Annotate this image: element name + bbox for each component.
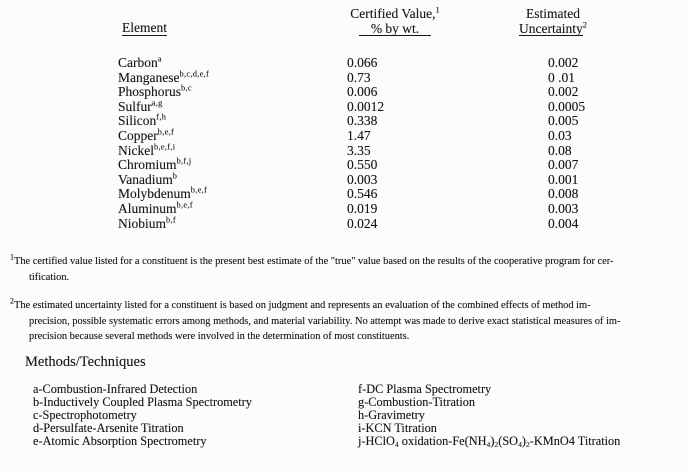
element-footnote-markers: b,e,f bbox=[157, 127, 175, 137]
methods-legend bbox=[33, 383, 688, 448]
methods-heading: Methods/Techniques bbox=[25, 354, 146, 370]
estimated-uncertainty: 0.002 bbox=[548, 55, 579, 70]
element-cell bbox=[118, 144, 347, 159]
table-row bbox=[0, 217, 688, 232]
element-cell bbox=[118, 187, 347, 202]
certified-value: 3.35 bbox=[347, 142, 371, 158]
method-item: e-Atomic Absorption Spectrometry bbox=[33, 433, 207, 448]
footnote-line: precision because several methods were involved in the determination of most constituents. bbox=[29, 331, 410, 342]
element-footnote-markers: b,e,f bbox=[190, 185, 208, 195]
element-footnote-markers: a bbox=[157, 54, 162, 64]
element-cell bbox=[118, 217, 347, 232]
method-item: f-DC Plasma Spectrometry bbox=[358, 382, 492, 396]
element-footnote-markers: b,c,d,e,f bbox=[179, 69, 210, 79]
footnote-number: 2 bbox=[10, 296, 14, 306]
certified-value: 0.73 bbox=[347, 69, 371, 85]
certified-value: 0.003 bbox=[347, 171, 378, 187]
element-name-text: Sulfur bbox=[118, 98, 152, 114]
method-item: b-Inductively Coupled Plasma Spectrometry bbox=[33, 394, 252, 409]
element-footnote-markers: b,e,f,i bbox=[154, 142, 176, 152]
element-name-text: Chromium bbox=[118, 157, 177, 173]
footnote-ref-2: 2 bbox=[582, 20, 587, 29]
certified-value: 0.546 bbox=[347, 186, 378, 202]
element-footnote-markers: a,g bbox=[151, 98, 163, 108]
certified-value: 0.550 bbox=[347, 157, 378, 173]
element-name-text: Vanadium bbox=[118, 171, 173, 187]
certified-value: 0.024 bbox=[347, 215, 378, 231]
footnote-line: tification. bbox=[29, 272, 70, 283]
footnote-line: $^2$The estimated uncertainty listed for a constituent is based on judgment and represents an evaluation of the combined effects of method im- bbox=[10, 296, 591, 311]
method-item: j-HClO$_4$ oxidation-$Fe(NH_4)_2(SO_4)_2-KMnO4$ Titration bbox=[358, 433, 621, 449]
column-header-element-label: Element bbox=[122, 20, 167, 35]
certified-value-header-line2: % by wt. bbox=[330, 22, 460, 37]
estimated-uncertainty: 0.007 bbox=[548, 157, 579, 173]
table-row bbox=[0, 144, 688, 159]
element-footnote-markers: b,f bbox=[166, 215, 176, 225]
element-footnote-markers: b,e,f bbox=[176, 200, 193, 210]
table-body bbox=[0, 56, 688, 231]
element-footnote-markers: b bbox=[172, 171, 178, 181]
element-name-text: Niobium bbox=[118, 215, 167, 231]
certified-value-header-line1: Certified Value,$^1$ bbox=[350, 5, 440, 21]
element-cell bbox=[118, 71, 347, 86]
element-name-text: Molybdenum bbox=[118, 186, 191, 202]
element-cell bbox=[118, 129, 347, 144]
table-row bbox=[0, 202, 688, 217]
certified-value: 0.019 bbox=[347, 200, 378, 216]
certified-value: 0.006 bbox=[347, 84, 378, 100]
element-name-text: Aluminum bbox=[118, 200, 177, 216]
estimated-uncertainty: 0.002 bbox=[548, 84, 579, 100]
estimated-uncertainty: 0.001 bbox=[548, 171, 579, 187]
chemical-subscript: 4 bbox=[486, 439, 491, 449]
element-name-text: Phosphorus bbox=[118, 84, 182, 100]
footnote bbox=[10, 298, 684, 345]
table-row bbox=[0, 100, 688, 115]
estimated-uncertainty: 0.0005 bbox=[548, 98, 586, 114]
methods-list-right bbox=[358, 383, 688, 448]
uncertainty-header-line2: Uncertainty$^2$ bbox=[519, 20, 587, 36]
element-cell bbox=[118, 114, 347, 129]
estimated-uncertainty: 0.005 bbox=[548, 113, 579, 129]
estimated-uncertainty: 0.03 bbox=[548, 127, 572, 143]
element-cell bbox=[118, 202, 347, 217]
table-row bbox=[0, 173, 688, 188]
footnote-line: $^1$The certified value listed for a constituent is the present best estimate of the "true" value based on the results of the cooperative program for cer- bbox=[10, 252, 614, 267]
estimated-uncertainty: 0.008 bbox=[548, 186, 579, 202]
column-header-certified-value bbox=[330, 7, 460, 36]
method-item: c-Spectrophotometry bbox=[33, 407, 137, 422]
column-header-element bbox=[122, 21, 167, 36]
footnote bbox=[10, 254, 684, 286]
chemical-subscript: 2 bbox=[525, 439, 530, 449]
chemical-subscript: 2 bbox=[494, 439, 499, 449]
table-row bbox=[0, 71, 688, 86]
column-header-uncertainty bbox=[494, 7, 612, 36]
estimated-uncertainty: 0 .01 bbox=[548, 69, 575, 85]
element-name-text: Manganese bbox=[118, 69, 180, 85]
chemical-subscript: 4 bbox=[394, 439, 399, 449]
uncertainty-header-line1: Estimated bbox=[526, 6, 580, 21]
element-name-text: Nickel bbox=[118, 142, 154, 158]
estimated-uncertainty: 0.003 bbox=[548, 200, 579, 216]
methods-list-left bbox=[33, 383, 358, 448]
certified-value: 0.0012 bbox=[347, 98, 385, 114]
table-row bbox=[0, 114, 688, 129]
element-cell bbox=[118, 56, 347, 71]
element-footnote-markers: b,f,j bbox=[176, 156, 192, 166]
footnote-number: 1 bbox=[10, 252, 14, 262]
method-item: g-Combustion-Titration bbox=[358, 394, 476, 409]
table-row bbox=[0, 129, 688, 144]
estimated-uncertainty: 0.004 bbox=[548, 215, 579, 231]
element-footnote-markers: b,c bbox=[181, 83, 192, 93]
table-row bbox=[0, 56, 688, 71]
footnote-ref-1: 1 bbox=[435, 5, 440, 15]
estimated-uncertainty: 0.08 bbox=[548, 142, 572, 158]
table-row bbox=[0, 158, 688, 173]
method-item: h-Gravimetry bbox=[358, 407, 425, 422]
method-item: d-Persulfate-Arsenite Titration bbox=[33, 420, 184, 435]
element-footnote-markers: f,h bbox=[156, 112, 167, 122]
certified-value: 0.338 bbox=[347, 113, 378, 129]
method-item: i-KCN Titration bbox=[358, 420, 437, 435]
element-name-text: Copper bbox=[118, 127, 158, 143]
table-row bbox=[0, 85, 688, 100]
element-name-text: Silicon bbox=[118, 113, 157, 129]
element-cell bbox=[118, 158, 347, 173]
table-row bbox=[0, 187, 688, 202]
method-item: a-Combustion-Infrared Detection bbox=[33, 382, 198, 396]
certified-value: 1.47 bbox=[347, 127, 371, 143]
chemical-subscript: 4 bbox=[518, 439, 522, 449]
certified-value: 0.066 bbox=[347, 55, 378, 70]
footnote-line: precision, possible systematic errors among methods, and material variability. No attempt was made to derive exact statistical measures of im- bbox=[29, 315, 621, 327]
element-name-text: Carbon bbox=[118, 55, 158, 70]
